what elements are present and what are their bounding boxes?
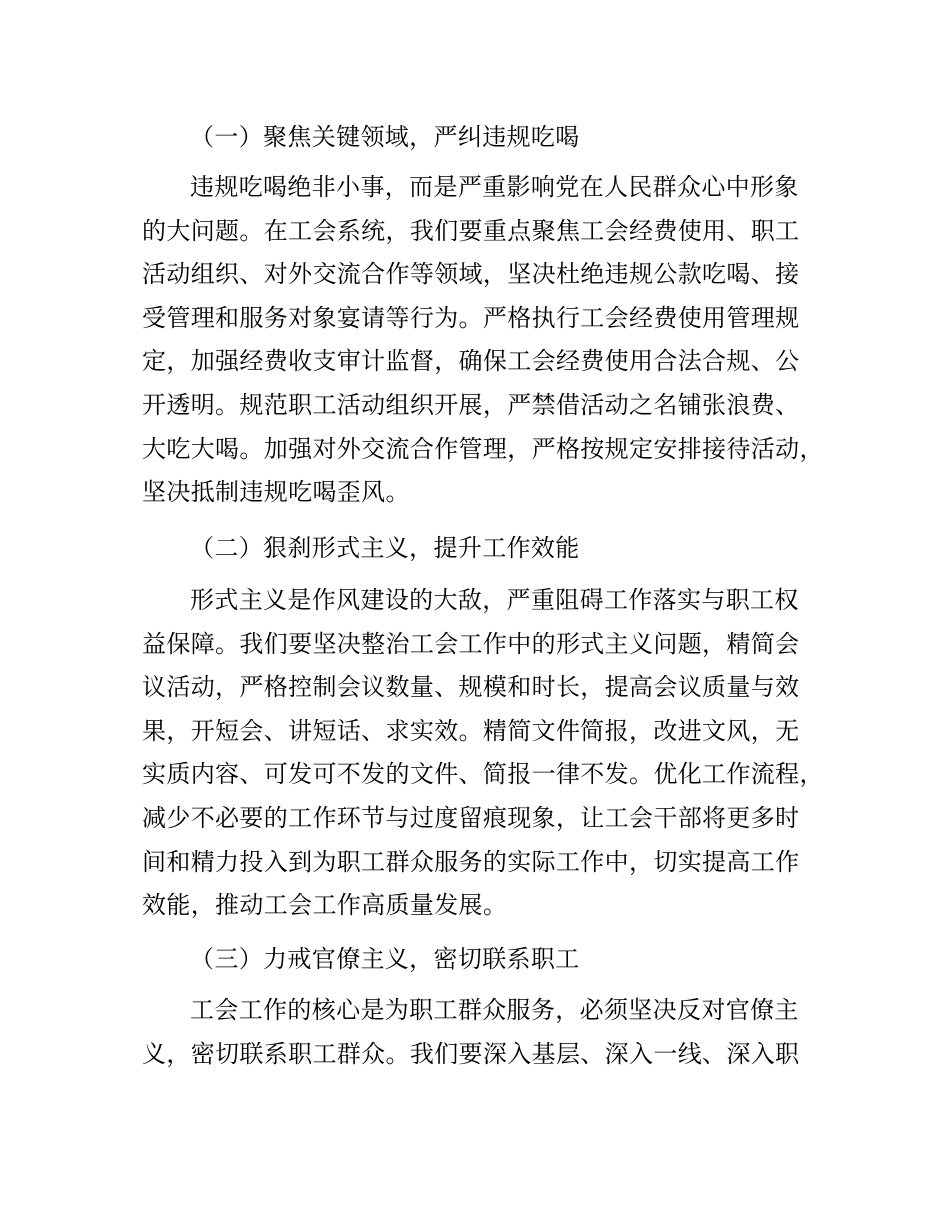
paragraph-line: 定，加强经费收支审计监督，确保工会经费使用合法合规、公 [142,347,800,376]
paragraph-line: 受管理和服务对象宴请等行为。严格执行工会经费使用管理规 [142,303,800,332]
paragraph-line: 的大问题。在工会系统，我们要重点聚焦工会经费使用、职工 [142,216,800,245]
paragraph-line: 间和精力投入到为职工群众服务的实际工作中，切实提高工作 [142,847,800,876]
section-3-heading [142,938,832,982]
paragraph-line: 减少不必要的工作环节与过度留痕现象，让工会干部将更多时 [142,803,800,832]
paragraph-line: 果，开短会、讲短话、求实效。精简文件简报，改进文风，无 [142,716,800,745]
heading-text: （三）力戒官僚主义，密切联系职工 [190,945,580,973]
section-2-heading [142,527,832,571]
heading-text: （二）狠刹形式主义，提升工作效能 [190,534,580,562]
paragraph-line: 议活动，严格控制会议数量、规模和时长，提高会议质量与效 [142,673,800,702]
paragraph-line: 效能，推动工会工作高质量发展。 [142,891,508,920]
section-2-paragraph [142,579,832,928]
section-1-paragraph [142,166,832,515]
paragraph-line: 形式主义是作风建设的大敌，严重阻碍工作落实与职工权 [190,586,799,614]
paragraph-line: 开透明。规范职工活动组织开展，严禁借活动之名铺张浪费、 [142,390,800,419]
paragraph-line: 益保障。我们要坚决整治工会工作中的形式主义问题，精简会 [142,629,800,658]
paragraph-line: 实质内容、可发可不发的文件、简报一律不发。优化工作流程， [142,760,824,789]
paragraph-line: 工会工作的核心是为职工群众服务，必须坚决反对官僚主 [190,996,799,1024]
section-3-paragraph [142,989,832,1076]
paragraph-line: 义，密切联系职工群众。我们要深入基层、深入一线、深入职 [142,1039,800,1068]
paragraph-line: 大吃大喝。加强对外交流合作管理，严格按规定安排接待活动， [142,434,824,463]
heading-text: （一）聚焦关键领域，严纠违规吃喝 [190,123,580,151]
section-1-heading [142,116,832,160]
paragraph-line: 坚决抵制违规吃喝歪风。 [142,478,410,507]
paragraph-line: 违规吃喝绝非小事，而是严重影响党在人民群众心中形象 [190,173,799,201]
paragraph-line: 活动组织、对外交流合作等领域，坚决杜绝违规公款吃喝、接 [142,260,800,289]
